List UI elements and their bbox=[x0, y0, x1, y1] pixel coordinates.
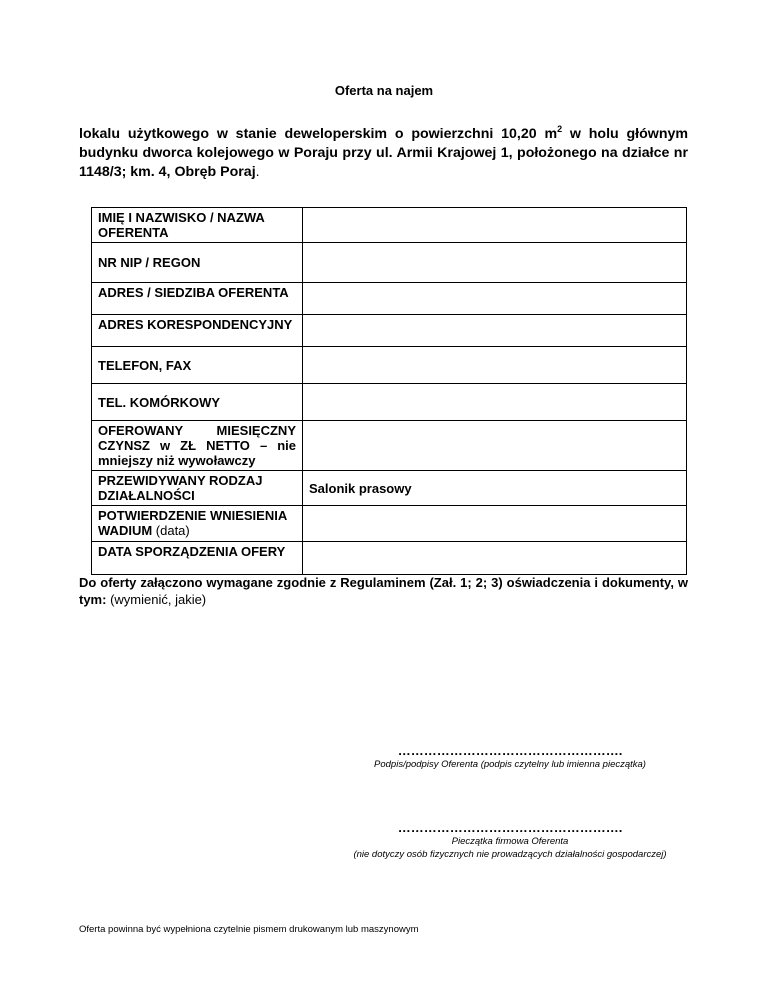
field-label-correspondence: ADRES KORESPONDENCYJNY bbox=[92, 315, 303, 347]
superscript-2: 2 bbox=[557, 124, 563, 134]
field-value-deposit[interactable] bbox=[303, 506, 687, 542]
field-label-rent: OFEROWANY MIESIĘCZNY CZYNSZ w ZŁ NETTO – nie mniejszy niż wywoławczy bbox=[92, 421, 303, 471]
stamp-caption: Pieczątka firmowa Oferenta bbox=[451, 836, 569, 847]
subject-period: . bbox=[255, 164, 260, 180]
field-label-address: ADRES / SIEDZIBA OFERENTA bbox=[92, 283, 303, 315]
field-label-date: DATA SPORZĄDZENIA OFERY bbox=[92, 542, 303, 575]
field-label-deposit bbox=[92, 506, 303, 542]
footer-note: Oferta powinna być wypełniona czytelnie pismem drukowanym lub maszynowym bbox=[79, 924, 419, 935]
table-row bbox=[92, 471, 687, 506]
field-value-address[interactable] bbox=[303, 283, 687, 315]
attachments-bold: Do oferty załączono wymagane zgodnie z Regulaminem (Zał. 1; 2; 3) oświadczenia i dokumenty, w tym: bbox=[79, 575, 688, 607]
offer-form-table bbox=[91, 207, 687, 575]
company-stamp-block bbox=[330, 820, 690, 861]
field-label-nip: NR NIP / REGON bbox=[92, 243, 303, 283]
table-row bbox=[92, 208, 687, 243]
field-value-activity[interactable]: Salonik prasowy bbox=[303, 471, 687, 506]
table-row bbox=[92, 243, 687, 283]
deposit-label-suffix: (data) bbox=[152, 523, 190, 538]
table-row bbox=[92, 542, 687, 575]
attachments-hint: (wymienić, jakie) bbox=[106, 592, 207, 607]
attachments-note bbox=[79, 574, 688, 608]
field-value-mobile[interactable] bbox=[303, 384, 687, 421]
table-row bbox=[92, 347, 687, 384]
table-row bbox=[92, 506, 687, 542]
signature-line: ……………………………………………. bbox=[397, 743, 623, 758]
field-label-phone: TELEFON, FAX bbox=[92, 347, 303, 384]
subject-text: lokalu użytkowego w stanie deweloperskim o powierzchni 10,20 m bbox=[79, 126, 558, 142]
table-row bbox=[92, 315, 687, 347]
field-label-name: IMIĘ I NAZWISKO / NAZWA OFERENTA bbox=[92, 208, 303, 243]
table-row bbox=[92, 283, 687, 315]
field-label-mobile: TEL. KOMÓRKOWY bbox=[92, 384, 303, 421]
table-row bbox=[92, 421, 687, 471]
stamp-line: ……………………………………………. bbox=[397, 820, 623, 835]
field-value-date[interactable] bbox=[303, 542, 687, 575]
stamp-note: (nie dotyczy osób fizycznych nie prowadzących działalności gospodarczej) bbox=[353, 849, 667, 860]
field-value-correspondence[interactable] bbox=[303, 315, 687, 347]
field-value-phone[interactable] bbox=[303, 347, 687, 384]
field-label-activity: PRZEWIDYWANY RODZAJ DZIAŁALNOŚCI bbox=[92, 471, 303, 506]
signature-caption: Podpis/podpisy Oferenta (podpis czytelny lub imienna pieczątka) bbox=[374, 759, 646, 770]
signature-block-offeror bbox=[330, 743, 690, 771]
offer-subject bbox=[79, 125, 688, 182]
table-row bbox=[92, 384, 687, 421]
field-value-nip[interactable] bbox=[303, 243, 687, 283]
field-value-rent[interactable] bbox=[303, 421, 687, 471]
field-value-name[interactable] bbox=[303, 208, 687, 243]
subject-text-cont: w holu głównym budynku dworca kolejowego w Poraju przy ul. Armii Krajowej 1, położonego na działce nr 1148/3; km. 4, Obręb Poraj bbox=[79, 126, 688, 180]
deposit-label-text: POTWIERDZENIE WNIESIENIA WADIUM bbox=[98, 508, 287, 538]
document-title: Oferta na najem bbox=[334, 83, 434, 98]
